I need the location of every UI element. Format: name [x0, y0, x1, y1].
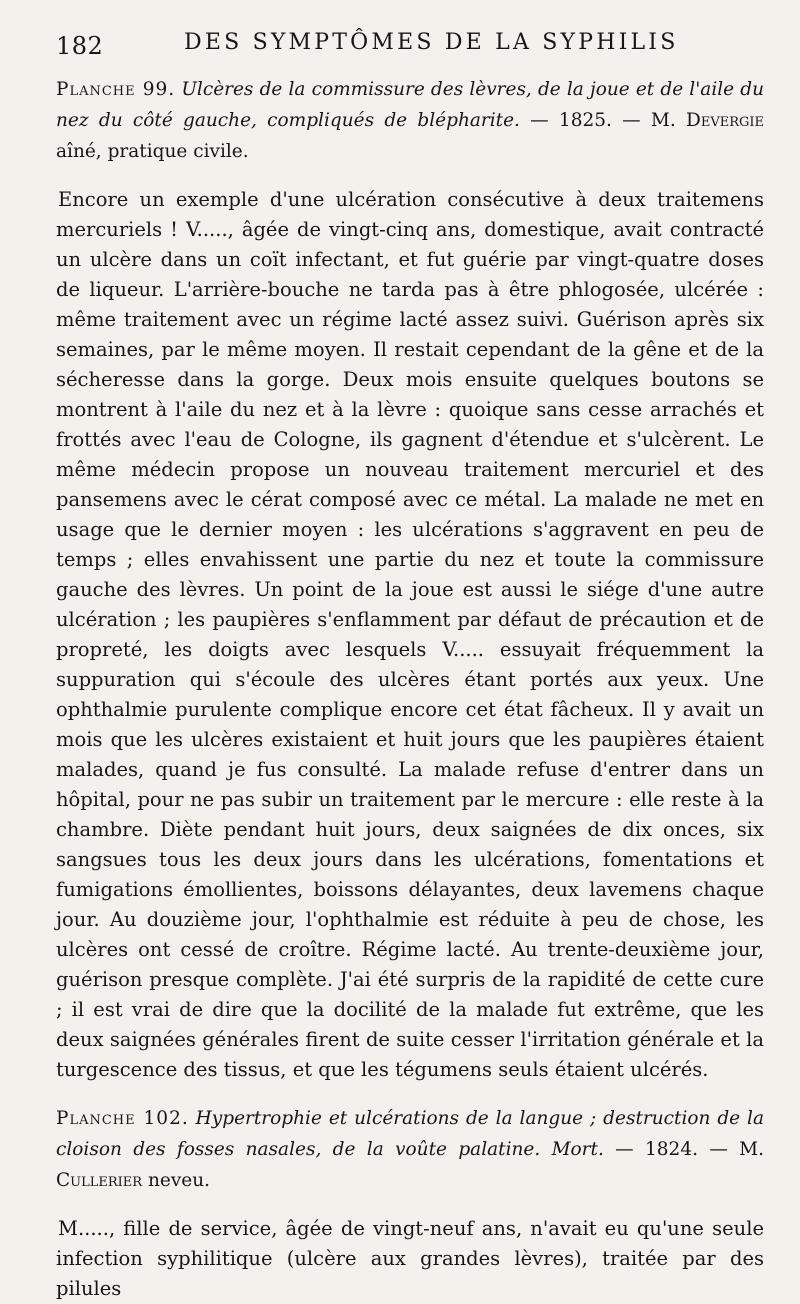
running-head-title: DES SYMPTÔMES DE LA SYPHILIS: [184, 30, 679, 55]
plate-date: — 1824. — M.: [603, 1139, 764, 1160]
plate-title: Hypertrophie et ulcérations de la langue ; destruction de la cloison des fosses nasales, de la voûte palatine. Mort.: [56, 1108, 764, 1160]
plate-author: Devergie: [686, 110, 764, 131]
case-paragraph-99: Encore un exemple d'une ulcération consécutive à deux traitemens mercuriels ! V....., âgée de vingt-cinq ans, domestique, avait contracté un ulcère dans un coït infectant, et fut guérie par vingt-quatre doses de liqueur. L'arrière-bouche ne tarda pas à être phlogosée, ulcérée : même traitement avec un régime lacté assez suivi. Guérison après six semaines, par le même moyen. Il restait cependant de la gêne et de la sécheresse dans la gorge. Deux mois ensuite quelques boutons se montrent à l'aile du nez et à la lèvre : quoique sans cesse arrachés et frottés avec l'eau de Cologne, ils gagnent d'étendue et s'ulcèrent. Le même médecin propose un nouveau traitement mercuriel et des pansemens avec le cérat composé avec ce métal. La malade ne met en usage que le dernier moyen : les ulcérations s'aggravent en peu de temps ; elles envahissent une partie du nez et toute la commissure gauche des lèvres. Un point de la joue est aussi le siége d'une autre ulcération ; les paupières s'enflamment par défaut de précaution et de propreté, les doigts avec lesquels V..... essuyait fréquemment la suppuration qui s'écoule des ulcères étant portés aux yeux. Une ophthalmie purulente complique encore cet état fâcheux. Il y avait un mois que les ulcères existaient et huit jours que les paupières étaient malades, quand je fus consulté. La malade refuse d'entrer dans un hôpital, pour ne pas subir un traitement par le mercure : elle reste à la chambre. Diète pendant huit jours, deux saignées de dix onces, six sangsues tous les deux jours dans les ulcérations, fomentations et fumigations émollientes, boissons délayantes, deux lavemens chaque jour. Au douzième jour, l'ophthalmie est réduite à peu de chose, les ulcères ont cessé de croître. Régime lacté. Au trente-deuxième jour, guérison presque complète. J'ai été surpris de la rapidité de cette cure ; il est vrai de dire que la docilité de la malade fut extrême, que les deux saignées générales firent de suite cesser l'irritation générale et la turgescence des tissus, et que les tégumens seuls étaient ulcérés.: [56, 188, 764, 1081]
running-head: [56, 22, 764, 62]
plate-title: Ulcères de la commissure des lèvres, de la joue et de l'aile du nez du côté gauche, compliqués de blépharite.: [56, 79, 764, 131]
plate-label: Planche 99.: [56, 79, 176, 100]
plate-heading-99: [56, 74, 764, 167]
plate-author: Cullerier: [56, 1170, 143, 1191]
plate-date: — 1825. — M.: [519, 110, 686, 131]
plate-author-suffix: neveu.: [142, 1170, 211, 1191]
page-number: 182: [56, 32, 104, 60]
plate-heading-102: [56, 1103, 764, 1196]
plate-author-suffix: aîné, pratique civile.: [56, 141, 249, 162]
case-paragraph-102: M....., fille de service, âgée de vingt-neuf ans, n'avait eu qu'une seule infection syphilitique (ulcère aux grandes lèvres), traitée par des pilules: [56, 1217, 764, 1300]
plate-label: Planche 102.: [56, 1108, 189, 1129]
